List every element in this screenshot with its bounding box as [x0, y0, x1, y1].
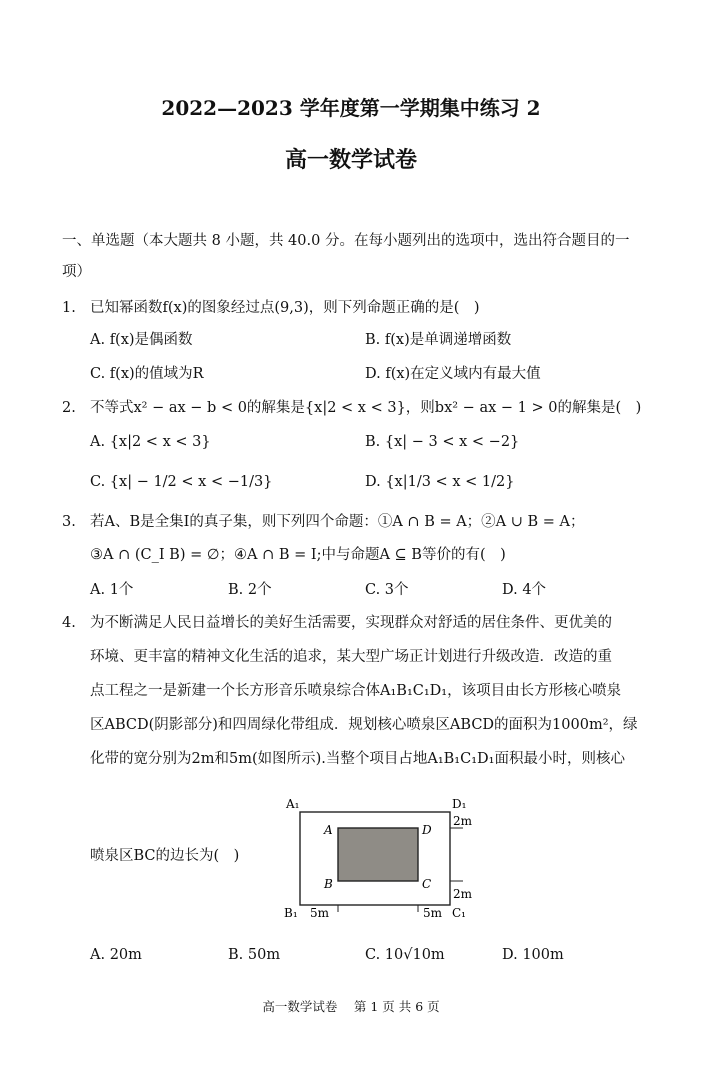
option-c: C. {x| − 1/2 < x < −1/3} [90, 474, 273, 490]
width-label-bottom: 2m [453, 887, 473, 901]
label-a: A [324, 823, 333, 837]
option-b: B. {x| − 3 < x < −2} [365, 434, 520, 450]
question-number: 2. [62, 400, 76, 416]
question-number: 3. [62, 514, 76, 530]
section-heading: 一、单选题（本大题共 8 小题，共 40.0 分。在每小题列出的选项中，选出符合题目的一 [62, 233, 630, 249]
option-c: C. f(x)的值域为R [90, 366, 204, 382]
exam-subtitle: 高一数学试卷 [284, 147, 417, 173]
option-a: A. f(x)是偶函数 [90, 332, 193, 348]
question-stem-line: 点工程之一是新建一个长方形音乐喷泉综合体A₁B₁C₁D₁，该项目由长方形核心喷泉 [90, 683, 622, 699]
question-number: 4. [62, 615, 76, 631]
question-stem: 若A、B是全集I的真子集，则下列四个命题：①A ∩ B = A；②A ∪ B = A； [90, 514, 585, 530]
option-a: A. 1个 [90, 582, 134, 598]
option-b: B. 50m [228, 947, 281, 963]
question-stem: 已知幂函数f(x)的图象经过点(9,3)，则下列命题正确的是( ) [90, 300, 480, 316]
option-d: D. 100m [502, 947, 564, 963]
option-c: C. 3个 [365, 582, 409, 598]
option-c: C. 10√10m [365, 947, 445, 963]
option-b: B. 2个 [228, 582, 272, 598]
question-number: 1. [62, 300, 76, 316]
label-d1: D₁ [452, 797, 467, 811]
section-heading-cont: 项） [62, 264, 91, 280]
question-stem-line: 化带的宽分别为2m和5m(如图所示).当整个项目占地A₁B₁C₁D₁面积最小时，则核心 [90, 751, 625, 767]
option-d: D. 4个 [502, 582, 547, 598]
question-stem-cont: ③A ∩ (C_I B) = ∅；④A ∩ B = I;中与命题A ⊆ B等价的有( ) [90, 547, 506, 563]
width-label-right: 5m [423, 906, 443, 920]
core-fountain-area [338, 828, 418, 881]
width-label-left: 5m [310, 906, 330, 920]
option-a: A. 20m [90, 947, 142, 963]
question-stem-line: 环境、更丰富的精神文化生活的追求，某大型广场正计划进行升级改造．改造的重 [90, 649, 612, 665]
question-stem-line: 为不断满足人民日益增长的美好生活需要，实现群众对舒适的居住条件、更优美的 [90, 615, 612, 631]
label-a1: A₁ [286, 797, 300, 811]
label-b1: B₁ [284, 906, 298, 920]
width-label-top: 2m [453, 814, 473, 828]
label-c: C [422, 877, 432, 891]
fountain-diagram [280, 790, 490, 925]
exam-title: 2022—2023 学年度第一学期集中练习 2 [161, 96, 541, 120]
page-footer: 高一数学试卷 第 1 页 共 6 页 [262, 999, 440, 1014]
question-stem: 不等式x² − ax − b < 0的解集是{x|2 < x < 3}，则bx² − ax − 1 > 0的解集是( ) [90, 400, 642, 416]
option-b: B. f(x)是单调递增函数 [365, 332, 512, 348]
option-d: D. {x|1/3 < x < 1/2} [365, 474, 515, 490]
option-d: D. f(x)在定义域内有最大值 [365, 366, 541, 382]
option-a: A. {x|2 < x < 3} [90, 434, 211, 450]
question-stem-line: 喷泉区BC的边长为( ) [90, 848, 240, 864]
label-c1: C₁ [452, 906, 466, 920]
label-b: B [324, 877, 333, 891]
label-d: D [422, 823, 432, 837]
question-stem-line: 区ABCD(阴影部分)和四周绿化带组成．规划核心喷泉区ABCD的面积为1000m²，绿 [90, 717, 638, 733]
